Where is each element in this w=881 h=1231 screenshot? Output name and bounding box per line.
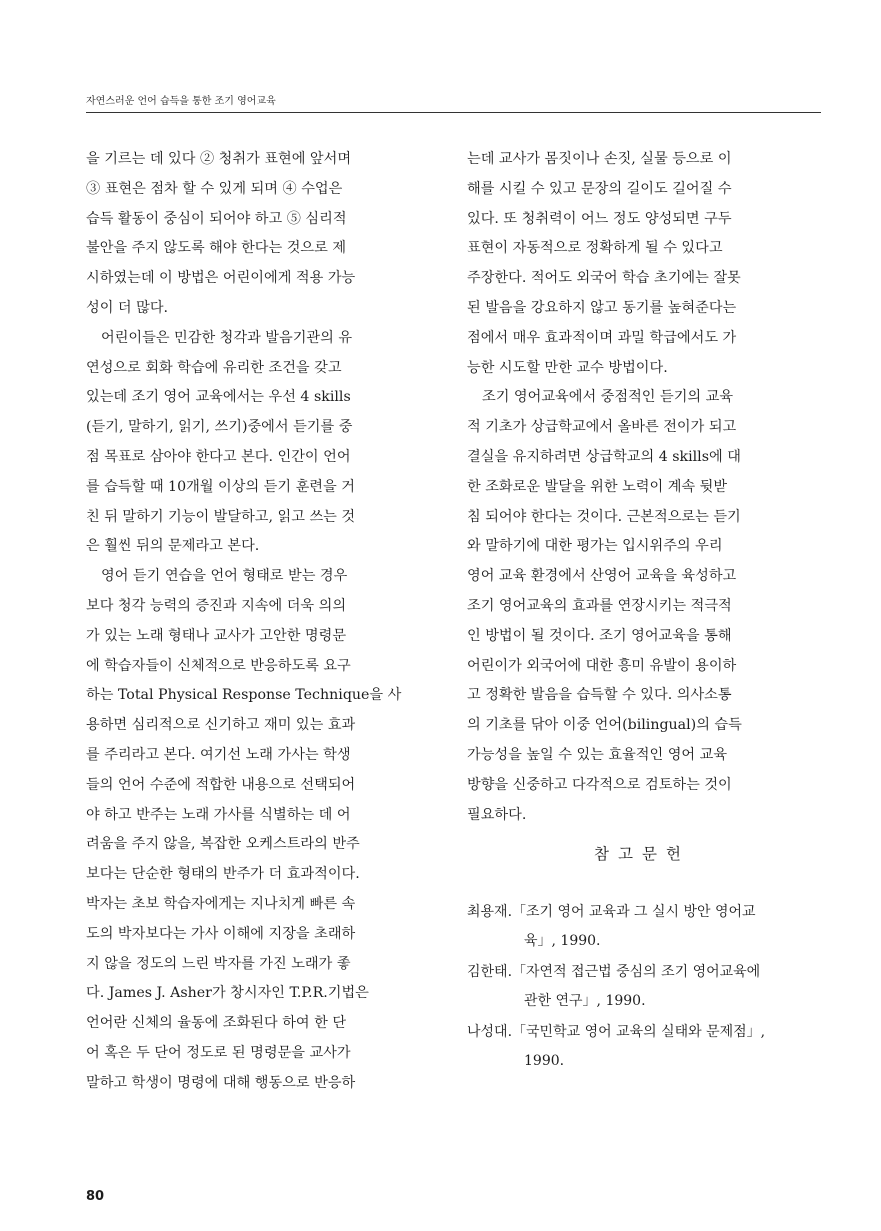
body-text-line: 에 학습자들이 신체적으로 반응하도록 요구 (86, 657, 351, 674)
body-text-line: 해를 시킬 수 있고 문장의 길이도 길어질 수 (467, 180, 732, 197)
reference-continuation: 육」, 1990. (524, 933, 601, 949)
body-text-line: ③ 표현은 점차 할 수 있게 되며 ④ 수업은 (86, 180, 343, 197)
reference-item (467, 958, 827, 1016)
body-text-line: 고 정확한 발음을 습득할 수 있다. 의사소통 (467, 687, 732, 704)
reference-line: 최용재.「조기 영어 교육과 그 실시 방안 영어교 (467, 904, 756, 920)
body-text-line: 표현이 자동적으로 정확하게 될 수 있다고 (467, 240, 723, 257)
body-text-line: 불안을 주지 않도록 해야 한다는 것으로 제 (86, 240, 347, 257)
body-text-line: 시하였는데 이 방법은 어린이에게 적용 가능 (86, 270, 356, 287)
body-text-line: 조기 영어교육의 효과를 연장시키는 적극적 (467, 597, 732, 614)
body-text-line: 박자는 초보 학습자에게는 지나치게 빠른 속 (86, 895, 356, 912)
body-text-line: 야 하고 반주는 노래 가사를 식별하는 데 어 (86, 806, 351, 823)
body-text-line: 주장한다. 적어도 외국어 학습 초기에는 잘못 (467, 270, 741, 287)
body-text-line: 를 주리라고 본다. 여기선 노래 가사는 학생 (86, 746, 351, 763)
running-header (86, 88, 821, 113)
body-text-line: 보다 청각 능력의 증진과 지속에 더욱 의의 (86, 597, 347, 614)
reference-continuation: 1990. (524, 1053, 565, 1069)
body-text-line: 친 뒤 말하기 기능이 발달하고, 읽고 쓰는 것 (86, 508, 356, 525)
body-text-line: 말하고 학생이 명령에 대해 행동으로 반응하 (86, 1074, 356, 1091)
body-text-line: 있다. 또 청취력이 어느 정도 양성되면 구두 (467, 210, 732, 227)
body-text-line: 은 훨씬 뒤의 문제라고 본다. (86, 538, 260, 555)
body-text-line: 능한 시도할 만한 교수 방법이다. (467, 359, 668, 376)
body-text-line: (듣기, 말하기, 읽기, 쓰기)중에서 듣기를 중 (86, 419, 353, 436)
reference-line: 나성대.「국민학교 영어 교육의 실태와 문제점」, (467, 1024, 766, 1040)
body-text-line: 점 목표로 삼아야 한다고 본다. 인간이 언어 (86, 448, 351, 465)
body-text-line: 하는 Total Physical Response Technique을 사 (86, 687, 402, 704)
body-text-line: 한 조화로운 발달을 위한 노력이 계속 뒷받 (467, 478, 728, 495)
body-text-line: 을 기르는 데 있다 ② 청취가 표현에 앞서며 (86, 151, 352, 167)
page-number: 80 (86, 1189, 105, 1204)
body-text-line: 어린이들은 민감한 청각과 발음기관의 유 (101, 329, 353, 346)
body-text-line: 의 기초를 닦아 이중 언어(bilingual)의 습득 (467, 717, 742, 734)
body-text-line: 조기 영어교육에서 중점적인 듣기의 교육 (482, 389, 734, 406)
body-text-line: 보다는 단순한 형태의 반주가 더 효과적이다. (86, 866, 360, 883)
body-text-line: 용하면 심리적으로 신기하고 재미 있는 효과 (86, 717, 356, 734)
body-text-line: 어 혹은 두 단어 정도로 된 명령문을 교사가 (86, 1044, 351, 1061)
body-text-line: 도의 박자보다는 가사 이해에 지장을 초래하 (86, 925, 356, 942)
reference-item (467, 1018, 827, 1076)
body-text-line: 인 방법이 될 것이다. 조기 영어교육을 통해 (467, 627, 732, 644)
body-text-line: 있는데 조기 영어 교육에서는 우선 4 skills (86, 389, 351, 406)
body-text-line: 어린이가 외국어에 대한 흥미 유발이 용이하 (467, 657, 737, 674)
body-text-line: 지 않을 정도의 느린 박자를 가진 노래가 좋 (86, 955, 351, 972)
body-text-line: 는데 교사가 몸짓이나 손짓, 실물 등으로 이 (467, 151, 732, 167)
body-text-line: 적 기초가 상급학교에서 올바른 전이가 되고 (467, 419, 737, 436)
body-text-line: 와 말하기에 대한 평가는 입시위주의 우리 (467, 538, 723, 555)
body-text-line: 가능성을 높일 수 있는 효율적인 영어 교육 (467, 746, 728, 763)
body-text-line: 점에서 매우 효과적이며 과밀 학급에서도 가 (467, 329, 737, 346)
body-text-line: 를 습득할 때 10개월 이상의 듣기 훈련을 거 (86, 478, 355, 495)
right-column (467, 145, 817, 830)
body-text-line: 다. James J. Asher가 창시자인 T.P.R.기법은 (86, 985, 369, 1002)
references-title: 참고문헌 (594, 845, 690, 863)
body-text-line: 영어 듣기 연습을 언어 형태로 받는 경우 (101, 568, 348, 585)
body-text-line: 필요하다. (467, 806, 527, 823)
running-title: 자연스러운 언어 습득을 통한 조기 영어교육 (86, 96, 276, 107)
left-column (86, 145, 436, 1099)
body-text-line: 려움을 주지 않을, 복잡한 오케스트라의 반주 (86, 836, 360, 853)
reference-item (467, 898, 827, 956)
references-list (467, 898, 827, 1076)
body-text-line: 영어 교육 환경에서 산영어 교육을 육성하고 (467, 568, 737, 585)
body-text-line: 습득 활동이 중심이 되어야 하고 ⑤ 심리적 (86, 210, 347, 227)
reference-line: 김한태.「자연적 접근법 중심의 조기 영어교육에 (467, 964, 761, 980)
body-text-line: 가 있는 노래 형태나 교사가 고안한 명령문 (86, 627, 347, 644)
body-text-line: 침 되어야 한다는 것이다. 근본적으로는 듣기 (467, 508, 741, 525)
body-text-line: 연성으로 회화 학습에 유리한 조건을 갖고 (86, 359, 342, 376)
body-text-line: 들의 언어 수준에 적합한 내용으로 선택되어 (86, 776, 356, 793)
body-text-line: 결실을 유지하려면 상급학교의 4 skills에 대 (467, 448, 741, 465)
body-text-line: 언어란 신체의 율동에 조화된다 하여 한 단 (86, 1015, 347, 1032)
reference-continuation: 관한 연구」, 1990. (524, 993, 646, 1009)
body-text-line: 성이 더 많다. (86, 299, 169, 316)
body-text-line: 방향을 신중하고 다각적으로 검토하는 것이 (467, 776, 732, 793)
body-text-line: 된 발음을 강요하지 않고 동기를 높혀준다는 (467, 299, 737, 316)
